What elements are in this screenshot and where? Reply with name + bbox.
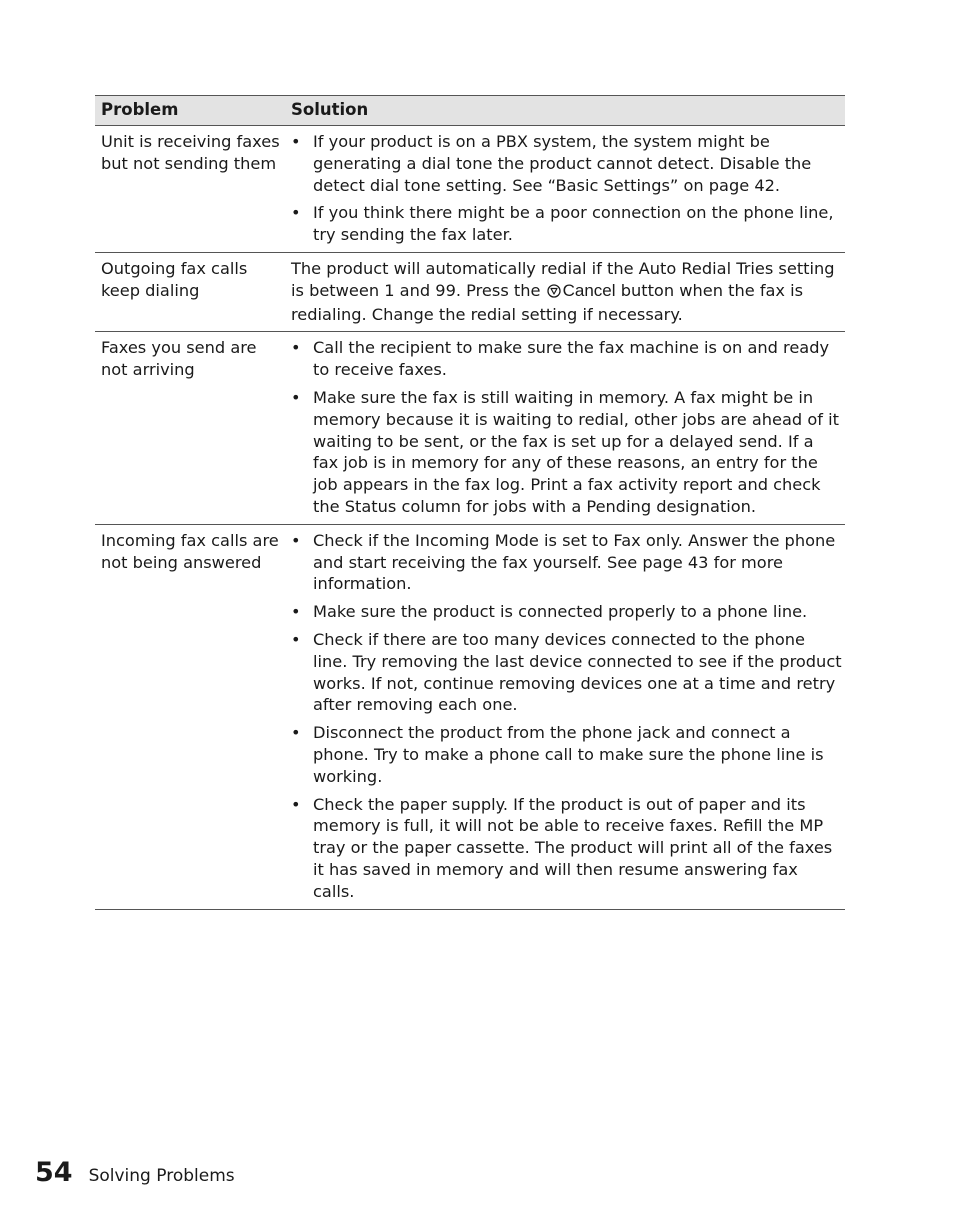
- table-header-row: [95, 96, 845, 126]
- table-row: [95, 524, 845, 909]
- problem-cell: Unit is receiving faxes but not sending them: [95, 126, 285, 253]
- page-number: 54: [35, 1157, 73, 1188]
- solution-text: If your product is on a PBX system, the system might be generating a dial tone the product cannot detect. Disable the detect dial tone setting. See “Basic Settings” on page 42.: [313, 132, 812, 195]
- solution-item: [291, 202, 843, 246]
- solution-text: Check if there are too many devices connected to the phone line. Try removing the last device connected to see if the product works. If not, continue removing devices one at a time and retry after removing each one.: [313, 629, 842, 715]
- solution-item: [291, 601, 843, 623]
- bullet-icon: •: [291, 629, 301, 649]
- cancel-button-label: Cancel: [562, 280, 616, 300]
- bullet-icon: •: [291, 602, 301, 622]
- bullet-icon: •: [291, 132, 301, 151]
- bullet-icon: •: [291, 387, 301, 407]
- solution-list: [291, 530, 843, 903]
- solution-item: [291, 337, 843, 381]
- solution-item: [291, 387, 843, 518]
- table-row: [95, 252, 845, 331]
- solution-text: Call the recipient to make sure the fax machine is on and ready to receive faxes.: [313, 338, 830, 380]
- problem-cell: Faxes you send are not arriving: [95, 332, 285, 524]
- bullet-icon: •: [291, 530, 301, 550]
- solution-text: Check if the Incoming Mode is set to Fax only. Answer the phone and start receiving the fax yourself. See page 43 for more information.: [313, 530, 836, 594]
- table-row: [95, 126, 845, 253]
- bullet-icon: •: [291, 338, 301, 358]
- problem-column-header: Problem: [95, 96, 285, 126]
- solution-item: [291, 722, 843, 787]
- solution-item: [291, 530, 843, 595]
- problem-cell: Outgoing fax calls keep dialing: [95, 252, 285, 331]
- bullet-icon: •: [291, 203, 301, 223]
- solution-cell: [285, 252, 845, 331]
- solution-item: [291, 629, 843, 716]
- solution-list: [291, 131, 843, 246]
- solution-text: Check the paper supply. If the product is out of paper and its memory is full, it will not be able to receive faxes. Refill the MP tray or the paper cassette. The product will print all of the faxes it has saved in memory and will then resume answering fax calls.: [313, 794, 833, 901]
- troubleshooting-table: [95, 95, 845, 910]
- problem-cell: Incoming fax calls are not being answered: [95, 524, 285, 909]
- solution-item: [291, 131, 843, 196]
- solution-text: button when the fax is redialing. Change the redial setting if necessary.: [291, 280, 804, 324]
- bullet-icon: •: [291, 723, 301, 743]
- solution-text: The product will automatically redial if the Auto Redial Tries setting is between 1 and 99. Press the: [291, 258, 835, 300]
- solution-cell: [285, 332, 845, 524]
- bullet-icon: •: [291, 794, 301, 814]
- solution-text: Make sure the product is connected properly to a phone line.: [313, 602, 808, 622]
- solution-text: If you think there might be a poor connection on the phone line, try sending the fax later.: [313, 203, 834, 245]
- solution-column-header: Solution: [285, 96, 845, 126]
- solution-item: [291, 794, 843, 903]
- section-name: Solving Problems: [88, 1166, 235, 1186]
- table-row: [95, 332, 845, 524]
- solution-list: [291, 337, 843, 517]
- solution-cell: [285, 524, 845, 909]
- stop-icon: [547, 282, 561, 304]
- solution-text: Make sure the fax is still waiting in memory. A fax might be in memory because it is waiting to redial, other jobs are ahead of it waiting to be sent, or the fax is set up for a delayed send. If a fax job is in memory for any of these reasons, an entry for the job appears in the fax log. Print a fax activity report and check the Status column for jobs with a Pending designation.: [313, 387, 839, 516]
- solution-cell: [285, 126, 845, 253]
- solution-text: Disconnect the product from the phone jack and connect a phone. Try to make a phone call to make sure the phone line is working.: [313, 723, 824, 786]
- page-footer: [35, 1157, 235, 1188]
